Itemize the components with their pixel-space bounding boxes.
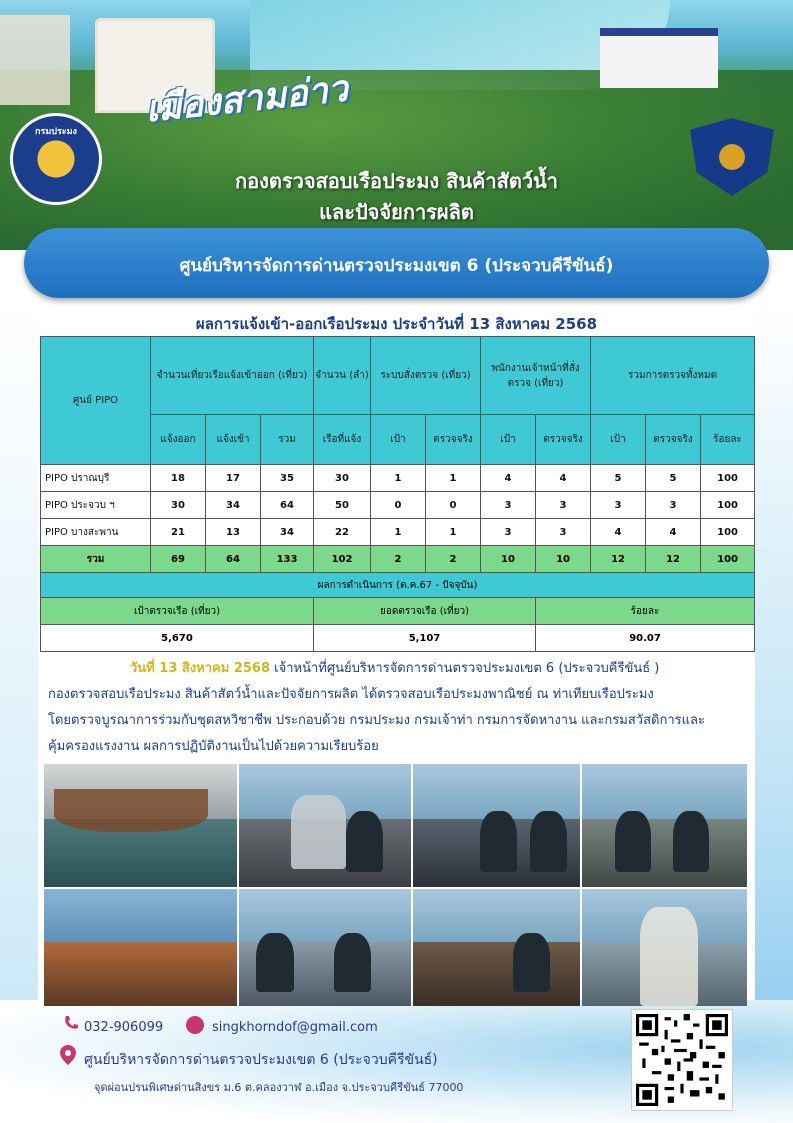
subheader: รวม [261, 415, 314, 465]
cell: 3 [536, 519, 591, 546]
cell: 5 [646, 465, 701, 492]
header-system: ระบบสั่งตรวจ (เที่ยว) [371, 337, 481, 415]
hero-script-text: เมืองสามอ่าว [143, 67, 350, 131]
photo-boat-crew [413, 889, 580, 1006]
cell: 50 [314, 492, 371, 519]
subheader: แจ้งออก [151, 415, 206, 465]
office-name: ศูนย์บริหารจัดการด่านตรวจประมงเขต 6 (ประจวบคีรีขันธ์) [84, 1052, 438, 1068]
cumulative-values-row [41, 625, 755, 652]
summary-paragraph [48, 656, 748, 760]
table-row [41, 465, 755, 492]
report-table [40, 336, 755, 652]
cell: 3 [536, 492, 591, 519]
photo-truck-inspection [413, 764, 580, 887]
cell: 22 [314, 519, 371, 546]
photo-crew-on-deck [44, 889, 237, 1006]
report-title: ผลการแจ้งเข้า-ออกเรือประมง ประจำวันที่ 13 สิงหาคม 2568 [195, 315, 598, 333]
location-pin-icon [60, 1045, 76, 1065]
total-label: รวม [41, 546, 151, 573]
subheader: ตรวจจริง [536, 415, 591, 465]
summary-date: วันที่ 13 สิงหาคม 2568 [130, 661, 271, 676]
photo-pier-inspection [582, 764, 747, 887]
office-address: จุดผ่อนปรนพิเศษด่านสิงขร ม.6 ต.คลองวาฬ อ.เมือง จ.ประจวบคีรีขันธ์ 77000 [94, 1081, 464, 1094]
contact-phone: 032-906099 [84, 1020, 164, 1035]
banner-title: ศูนย์บริหารจัดการด่านตรวจประมงเขต 6 (ประจวบคีรีขันธ์) [179, 256, 614, 276]
cell: 4 [536, 465, 591, 492]
cell: 4 [591, 519, 646, 546]
row-center-name: PIPO ประจวบ ฯ [41, 492, 151, 519]
subheader: แจ้งเข้า [206, 415, 261, 465]
cell: 2 [426, 546, 481, 573]
cell: 1 [426, 465, 481, 492]
cell: 30 [314, 465, 371, 492]
cell: 12 [646, 546, 701, 573]
cell: 4 [481, 465, 536, 492]
subheader: เป้า [371, 415, 426, 465]
cell: 4 [646, 519, 701, 546]
subheader: ตรวจจริง [426, 415, 481, 465]
cell: 3 [481, 492, 536, 519]
header-trips: จำนวนเที่ยวเรือแจ้งเข้าออก (เที่ยว) [151, 337, 314, 415]
summary-line3: โดยตรวจบูรณาการร่วมกับชุดสหวิชาชีพ ประกอบด้วย กรมประมง กรมเจ้าท่า กรมการจัดหางาน และกรมสวัสดิการและ [48, 713, 705, 728]
cumulative-value-target: 5,670 [41, 625, 314, 652]
cell: 3 [646, 492, 701, 519]
subheader: เป้า [591, 415, 646, 465]
cumulative-label-target: เป้าตรวจเรือ (เที่ยว) [41, 598, 314, 625]
summary-line4: คุ้มครองแรงงาน ผลการปฏิบัติงานเป็นไปด้วยความเรียบร้อย [48, 739, 379, 754]
hero-title-line1: กองตรวจสอบเรือประมง สินค้าสัตว์น้ำ [235, 169, 558, 193]
cell: 35 [261, 465, 314, 492]
cell: 0 [426, 492, 481, 519]
table-row [41, 492, 755, 519]
summary-line1: เจ้าหน้าที่ศูนย์บริหารจัดการด่านตรวจประมงเขต 6 (ประจวบคีรีขันธ์ ) [270, 661, 660, 676]
cell: 3 [591, 492, 646, 519]
hotel-building [600, 28, 718, 88]
photo-fishing-boat [44, 764, 237, 887]
center-banner [24, 228, 769, 298]
hero-photo [0, 0, 793, 250]
cell: 100 [701, 546, 755, 573]
cell: 1 [371, 465, 426, 492]
cell: 0 [371, 492, 426, 519]
photo-inspection-documents [239, 764, 411, 887]
cell: 5 [591, 465, 646, 492]
cell: 64 [206, 546, 261, 573]
header-count: จำนวน (ลำ) [314, 337, 371, 415]
subheader: ร้อยละ [701, 415, 755, 465]
cell: 21 [151, 519, 206, 546]
cell: 133 [261, 546, 314, 573]
cell: 17 [206, 465, 261, 492]
cell: 100 [701, 492, 755, 519]
building-left [0, 15, 70, 105]
table-header-row [41, 337, 755, 415]
cell: 13 [206, 519, 261, 546]
cell: 100 [701, 465, 755, 492]
row-center-name: PIPO บางสะพาน [41, 519, 151, 546]
cell: 69 [151, 546, 206, 573]
table-total-row [41, 546, 755, 573]
contact-email[interactable]: singkhorndof@gmail.com [212, 1020, 378, 1035]
web-icon [186, 1016, 204, 1034]
cell: 1 [426, 519, 481, 546]
header-total: รวมการตรวจทั้งหมด [591, 337, 755, 415]
cumulative-value-percent: 90.07 [536, 625, 755, 652]
table-row [41, 519, 755, 546]
cumulative-labels-row [41, 598, 755, 625]
cell: 64 [261, 492, 314, 519]
cell: 102 [314, 546, 371, 573]
cell: 1 [371, 519, 426, 546]
summary-line2: กองตรวจสอบเรือประมง สินค้าสัตว์น้ำและปัจจัยการผลิต ได้ตรวจสอบเรือประมงพาณิชย์ ณ ท่าเทียบเรือประมง [48, 687, 654, 702]
cell: 34 [206, 492, 261, 519]
cell: 2 [371, 546, 426, 573]
cumulative-label-percent: ร้อยละ [536, 598, 755, 625]
cumulative-title-row [41, 573, 755, 598]
cell: 12 [591, 546, 646, 573]
cell: 18 [151, 465, 206, 492]
hero-title-line2: และปัจจัยการผลิต [319, 200, 474, 224]
cell: 34 [261, 519, 314, 546]
cell: 10 [481, 546, 536, 573]
cumulative-label-inspected: ยอดตรวจเรือ (เที่ยว) [314, 598, 536, 625]
phone-icon [62, 1014, 80, 1032]
cumulative-value-inspected: 5,107 [314, 625, 536, 652]
cell: 100 [701, 519, 755, 546]
row-center-name: PIPO ปราณบุรี [41, 465, 151, 492]
qr-code[interactable] [632, 1010, 732, 1110]
cell: 3 [481, 519, 536, 546]
header-staff: พนักงานเจ้าหน้าที่สั่งตรวจ (เที่ยว) [481, 337, 591, 415]
subheader: ตรวจจริง [646, 415, 701, 465]
cell: 10 [536, 546, 591, 573]
photo-dockside-paperwork [239, 889, 411, 1006]
logo-left-label: กรมประมง [35, 124, 77, 138]
subheader: เรือที่แจ้ง [314, 415, 371, 465]
header-center: ศูนย์ PIPO [41, 337, 151, 465]
cumulative-title: ผลการดำเนินการ (ต.ค.67 - ปัจจุบัน) [41, 573, 755, 598]
cell: 30 [151, 492, 206, 519]
subheader: เป้า [481, 415, 536, 465]
photo-worker-with-document [582, 889, 747, 1006]
